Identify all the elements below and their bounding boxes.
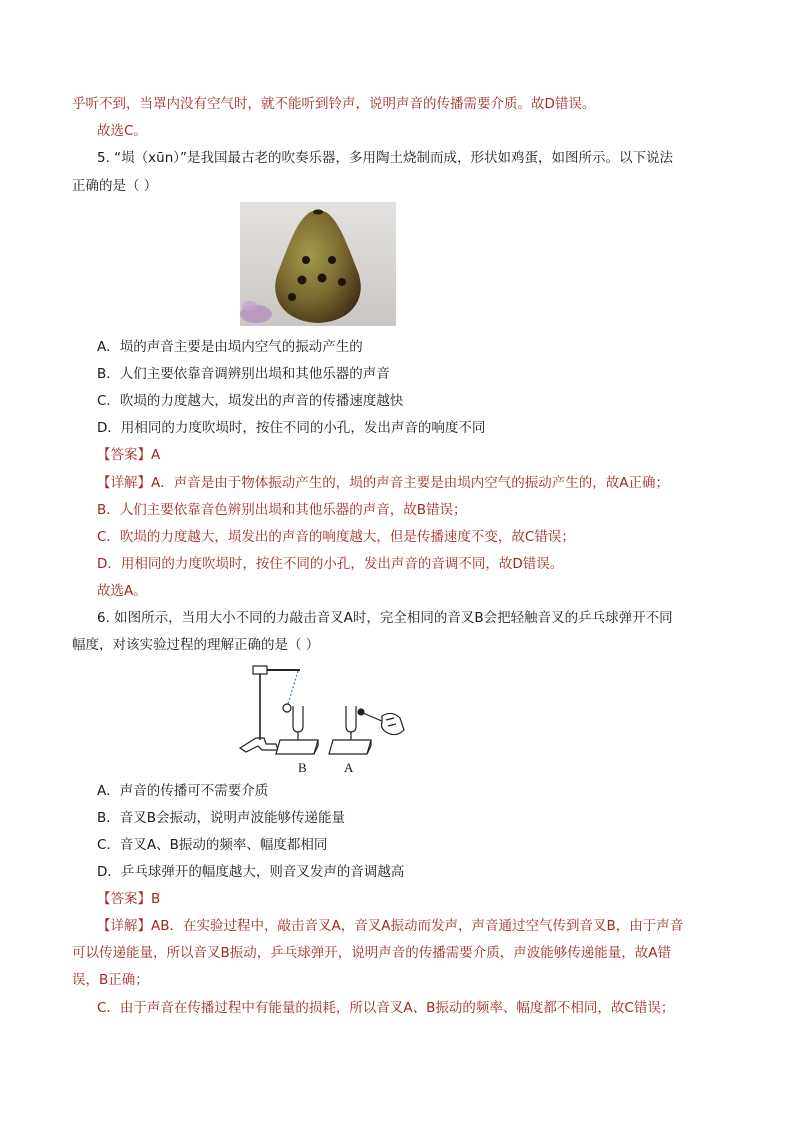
q5-stem-line-1: 5. “埙（xūn）”是我国最古老的吹奏乐器，多用陶土烧制而成，形状如鸡蛋，如图所示。以下说法 (97, 150, 674, 166)
fork-b-label: B (298, 760, 307, 775)
q5-detail-line-3: C．吹埙的力度越大，埙发出的声音的响度越大，但是传播速度不变，故C错误； (97, 529, 575, 545)
q5-detail-line-1: 【详解】A．声音是由于物体振动产生的，埙的声音主要是由埙内空气的振动产生的，故A正确； (97, 475, 669, 491)
q5-option-d: D．用相同的力度吹埙时，按住不同的小孔，发出声音的响度不同 (97, 420, 486, 436)
q6-detail-line-3: 误，B正确； (72, 972, 149, 988)
xun-instrument-photo (240, 202, 396, 326)
fork-a-label: A (344, 760, 354, 775)
q6-stem-line-2: 幅度，对该实验过程的理解正确的是（ ） (72, 637, 320, 653)
q5-option-b: B．人们主要依靠音调辨别出埙和其他乐器的声音 (97, 366, 390, 382)
q6-detail-line-1: 【详解】AB．在实验过程中，敲击音叉A，音叉A振动而发声，声音通过空气传到音叉B，由于声音 (97, 918, 684, 934)
q5-detail-line-2: B．人们主要依靠音色辨别出埙和其他乐器的声音，故B错误； (97, 502, 467, 518)
tuning-fork-diagram (236, 660, 410, 776)
q5-detail-line-4: D．用相同的力度吹埙时，按住不同的小孔，发出声音的音调不同，故D错误。 (97, 556, 564, 572)
q6-option-a: A．声音的传播可不需要介质 (97, 783, 269, 799)
q5-option-a: A．埙的声音主要是由埙内空气的振动产生的 (97, 339, 363, 355)
q6-option-c: C．音叉A、B振动的频率、幅度都相同 (97, 837, 328, 853)
q6-option-b: B．音叉B会振动，说明声波能够传递能量 (97, 810, 346, 826)
q6-detail-line-2: 可以传递能量，所以音叉B振动，乒乓球弹开，说明声音的传播需要介质，声波能够传递能量，故A错 (72, 945, 671, 961)
q5-stem-line-2: 正确的是（ ） (72, 178, 158, 194)
q6-stem-line-1: 6. 如图所示，当用大小不同的力敲击音叉A时，完全相同的音叉B会把轻触音叉的乒乓球弹开不同 (97, 610, 673, 626)
q5-choose-line: 故选A。 (97, 583, 147, 599)
q6-answer: 【答案】B (97, 891, 161, 907)
q5-option-c: C．吹埙的力度越大，埙发出的声音的传播速度越快 (97, 393, 404, 409)
prev-explanation-line: 乎听不到，当罩内没有空气时，就不能听到铃声，说明声音的传播需要介质。故D错误。 (72, 96, 596, 112)
prev-choose-line: 故选C。 (97, 123, 147, 139)
q6-option-d: D．乒乓球弹开的幅度越大，则音叉发声的音调越高 (97, 864, 405, 880)
q6-detail-line-4: C．由于声音在传播过程中有能量的损耗，所以音叉A、B振动的频率、幅度都不相同，故C错误； (97, 1000, 675, 1016)
q5-answer: 【答案】A (97, 447, 161, 463)
